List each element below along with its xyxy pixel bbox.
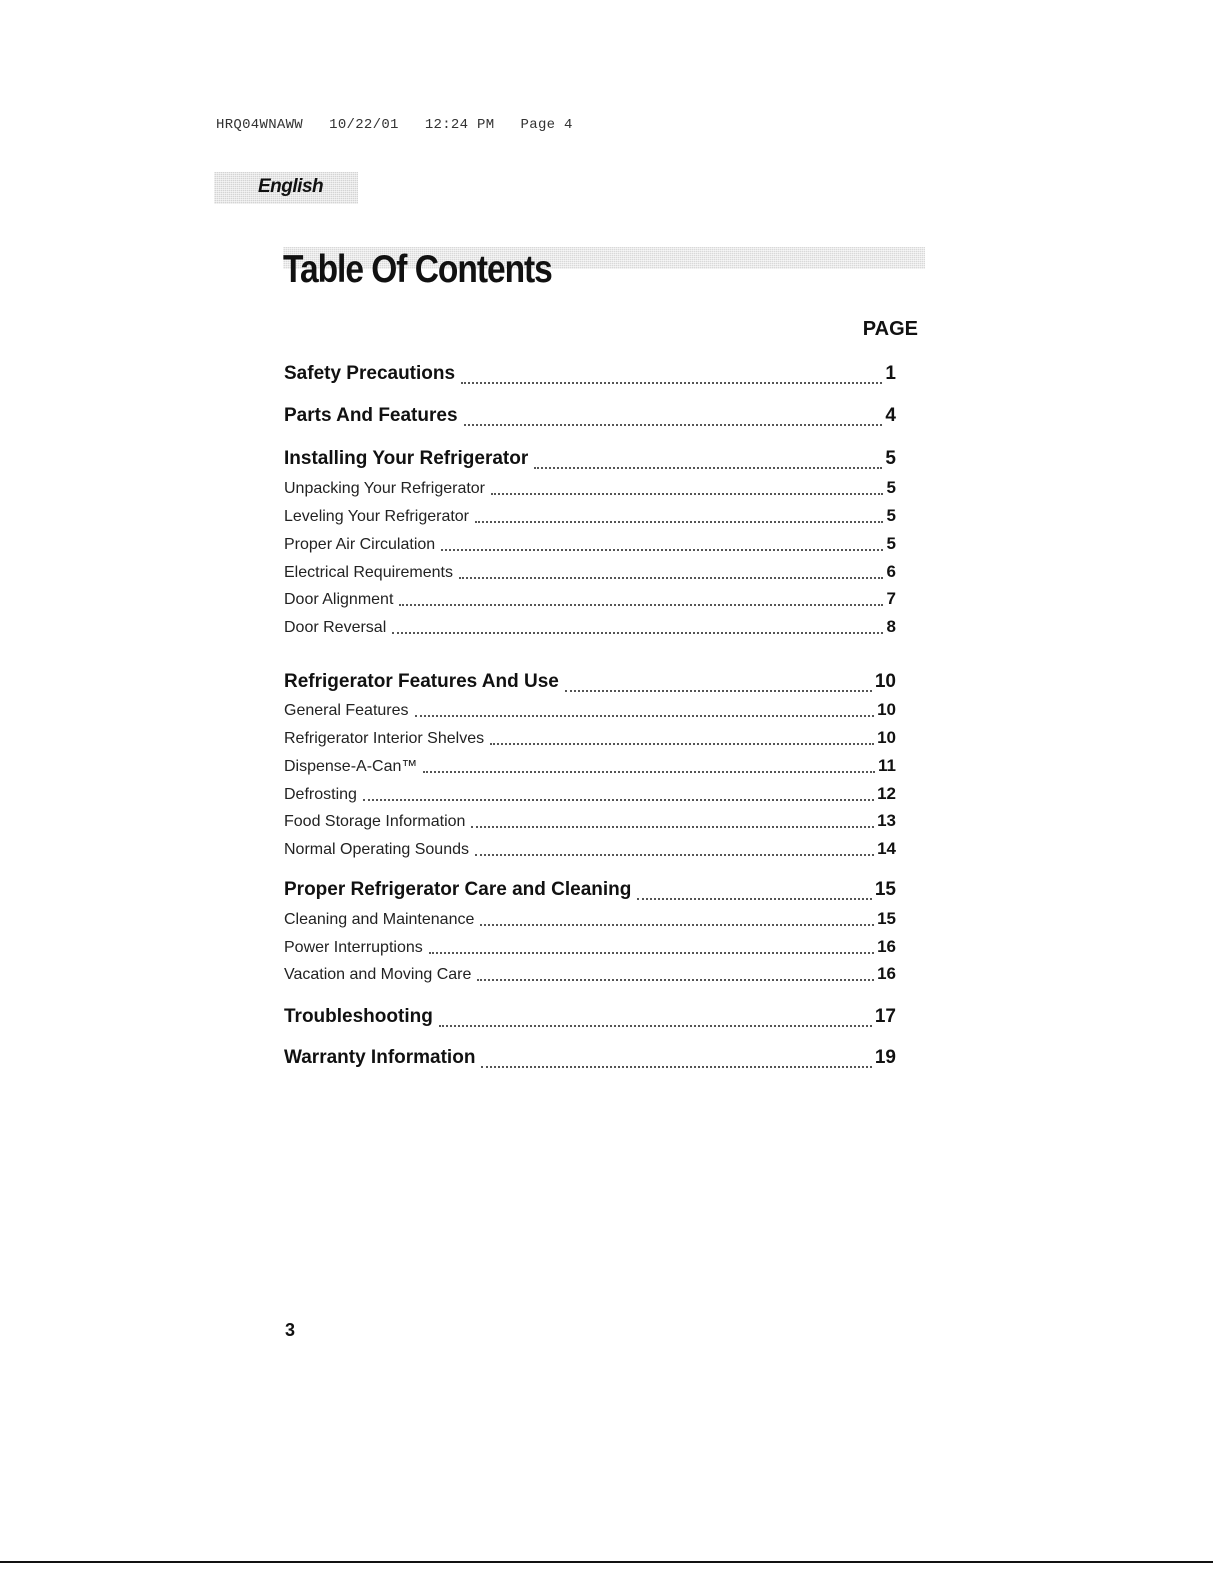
dot-leader bbox=[429, 952, 874, 954]
toc-entry-label: Warranty Information bbox=[284, 1047, 476, 1068]
toc-subentry-label: Vacation and Moving Care bbox=[284, 966, 472, 983]
toc-subentry[interactable] bbox=[284, 937, 896, 959]
toc-subentry-page: 7 bbox=[886, 589, 896, 608]
toc-entry[interactable] bbox=[284, 448, 896, 474]
toc-entry[interactable] bbox=[284, 1047, 896, 1073]
dot-leader bbox=[491, 493, 883, 495]
toc-subentry-label: Defrosting bbox=[284, 786, 357, 803]
toc-entry-page: 15 bbox=[874, 879, 896, 900]
dot-leader bbox=[477, 979, 874, 981]
toc-subentry[interactable] bbox=[284, 589, 896, 611]
toc-subentry-page: 10 bbox=[877, 700, 896, 719]
toc-subentry-label: Dispense-A-Can™ bbox=[284, 758, 418, 775]
toc-subentry-page: 8 bbox=[886, 617, 896, 636]
toc-entry-page: 1 bbox=[885, 363, 896, 384]
dot-leader bbox=[565, 690, 872, 692]
toc-subentry-label: General Features bbox=[284, 702, 409, 719]
dot-leader bbox=[459, 577, 883, 579]
toc-subentry-page: 5 bbox=[886, 478, 896, 497]
toc-subentry-page: 12 bbox=[877, 784, 896, 803]
dot-leader bbox=[363, 799, 874, 801]
dot-leader bbox=[481, 1066, 871, 1068]
toc-entry[interactable] bbox=[284, 671, 896, 697]
toc-subentry-label: Door Alignment bbox=[284, 591, 394, 608]
toc-subentry-label: Power Interruptions bbox=[284, 939, 423, 956]
dot-leader bbox=[423, 771, 875, 773]
language-tab bbox=[214, 172, 358, 204]
dot-leader bbox=[637, 898, 871, 900]
toc-subentry-page: 14 bbox=[877, 839, 896, 858]
toc-subentry[interactable] bbox=[284, 839, 896, 861]
toc-subentry-page: 16 bbox=[877, 937, 896, 956]
toc-entry-label: Installing Your Refrigerator bbox=[284, 448, 529, 469]
print-slug-line: HRQ04WNAWW 10/22/01 12:24 PM Page 4 bbox=[216, 117, 573, 133]
dot-leader bbox=[439, 1025, 872, 1027]
dot-leader bbox=[415, 715, 875, 717]
toc-title: Table Of Contents bbox=[283, 248, 552, 291]
dot-leader bbox=[392, 632, 883, 634]
language-label: English bbox=[258, 176, 324, 197]
toc-subentry-label: Door Reversal bbox=[284, 619, 387, 636]
toc-subentry-page: 10 bbox=[877, 728, 896, 747]
toc-subentry-label: Unpacking Your Refrigerator bbox=[284, 480, 486, 497]
toc-subentry-page: 13 bbox=[877, 811, 896, 830]
toc-entry-label: Troubleshooting bbox=[284, 1006, 433, 1027]
toc-subentry-label: Electrical Requirements bbox=[284, 564, 453, 581]
toc-subentry[interactable] bbox=[284, 909, 896, 931]
toc-entry-page: 5 bbox=[885, 448, 896, 469]
page-column-heading: PAGE bbox=[862, 318, 918, 340]
toc-entry-page: 19 bbox=[874, 1047, 896, 1068]
toc-subentry[interactable] bbox=[284, 756, 896, 778]
toc-subentry-label: Normal Operating Sounds bbox=[284, 841, 469, 858]
toc-subentry-label: Food Storage Information bbox=[284, 813, 466, 830]
toc-subentry[interactable] bbox=[284, 964, 896, 986]
toc-subentry-label: Leveling Your Refrigerator bbox=[284, 508, 470, 525]
toc-entry-page: 4 bbox=[885, 405, 896, 426]
toc-entry-page: 10 bbox=[874, 671, 896, 692]
dot-leader bbox=[461, 382, 882, 384]
toc-subentry-page: 5 bbox=[886, 506, 896, 525]
dot-leader bbox=[471, 826, 874, 828]
toc-subentry[interactable] bbox=[284, 784, 896, 806]
dot-leader bbox=[475, 521, 883, 523]
toc-subentry[interactable] bbox=[284, 617, 896, 639]
dot-leader bbox=[534, 467, 882, 469]
toc-subentry[interactable] bbox=[284, 478, 896, 500]
dot-leader bbox=[480, 924, 874, 926]
toc-entry[interactable] bbox=[284, 363, 896, 389]
toc-subentry[interactable] bbox=[284, 562, 896, 584]
toc-entry[interactable] bbox=[284, 879, 896, 905]
toc-subentry-page: 6 bbox=[886, 562, 896, 581]
toc-entry-label: Parts And Features bbox=[284, 405, 458, 426]
dot-leader bbox=[441, 549, 883, 551]
dot-leader bbox=[475, 854, 874, 856]
toc-subentry-page: 16 bbox=[877, 964, 896, 983]
folio-page-number: 3 bbox=[285, 1320, 296, 1340]
toc-subentry-label: Refrigerator Interior Shelves bbox=[284, 730, 485, 747]
toc-subentry[interactable] bbox=[284, 728, 896, 750]
dot-leader bbox=[490, 743, 874, 745]
toc-subentry[interactable] bbox=[284, 506, 896, 528]
toc-entry-label: Refrigerator Features And Use bbox=[284, 671, 559, 692]
toc-entry-label: Safety Precautions bbox=[284, 363, 456, 384]
toc-subentry-page: 15 bbox=[877, 909, 896, 928]
dot-leader bbox=[399, 604, 883, 606]
toc-subentry-page: 11 bbox=[878, 756, 896, 775]
toc-entry-label: Proper Refrigerator Care and Cleaning bbox=[284, 879, 632, 900]
toc-entry[interactable] bbox=[284, 405, 896, 431]
toc-entry-page: 17 bbox=[874, 1006, 896, 1027]
toc-subentry-label: Cleaning and Maintenance bbox=[284, 911, 475, 928]
toc-subentry[interactable] bbox=[284, 534, 896, 556]
toc-entry[interactable] bbox=[284, 1006, 896, 1032]
toc-subentry[interactable] bbox=[284, 811, 896, 833]
toc-subentry[interactable] bbox=[284, 700, 896, 722]
bottom-rule bbox=[0, 1561, 1213, 1563]
dot-leader bbox=[464, 424, 883, 426]
toc-subentry-page: 5 bbox=[886, 534, 896, 553]
toc-subentry-label: Proper Air Circulation bbox=[284, 536, 436, 553]
